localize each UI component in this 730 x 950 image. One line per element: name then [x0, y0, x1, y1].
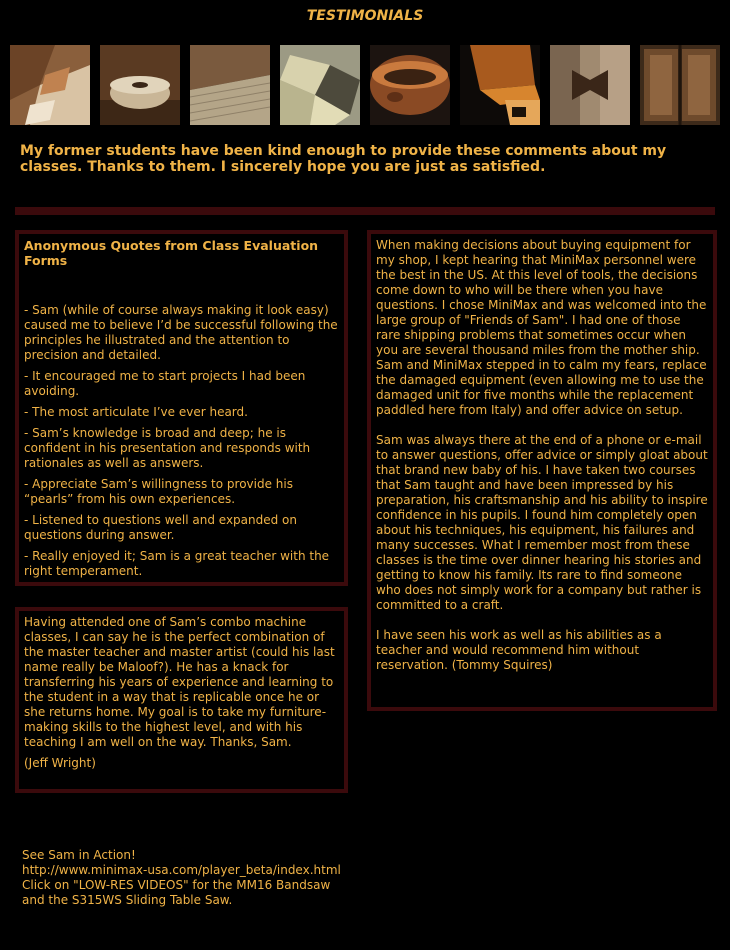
page-title: TESTIMONIALS — [306, 8, 424, 24]
footer-video-info — [22, 848, 362, 908]
testimonial-paragraph: When making decisions about buying equipment for my shop, I kept hearing that MiniMax personnel were the best in the US. At this level of tools, the decisions come down to who will be there when you have questions. I chose MiniMax and was welcomed into the large group of "Friends of Sam". I had one of those rare shipping problems that sometimes occur when you are several thousand miles from the mother ship. Sam and MiniMax stepped in to calm my fears, replace the damaged equipment (even allowing me to use the damaged unit for five months while the replacement paddled here from Italy) and offer advice on setup. — [376, 238, 707, 417]
quote-item: - Sam (while of course always making it look easy) caused me to believe I’d be successful following the principles he illustrated and the attention to precision and detailed. — [24, 303, 338, 362]
quote-item: - Listened to questions well and expanded on questions during answer. — [24, 513, 297, 542]
woven-seat-image[interactable] — [190, 45, 270, 125]
quote-item: - Really enjoyed it; Sam is a great teacher with the right temperament. — [24, 549, 330, 578]
testimonial-paragraph: I have seen his work as well as his abilities as a teacher and would recommend him without reservation. (Tommy Squires) — [376, 628, 662, 672]
butterfly-key-image[interactable] — [550, 45, 630, 125]
turned-bowl-image[interactable] — [100, 45, 180, 125]
anonymous-quotes-box — [15, 230, 348, 586]
thumbnail-strip — [10, 45, 720, 125]
intro-text: My former students have been kind enough to provide these comments about my classes. Thanks to them. I sincerely hope you are just as satisfied. — [20, 143, 667, 175]
quote-item: - The most articulate I’ve ever heard. — [24, 405, 248, 419]
testimonial-text: Having attended one of Sam’s combo machine classes, I can say he is the perfect combination of the master teacher and master artist (could his last name really be Maloof?). He has a knack for transferring his years of experience and learning to the student in a way that is replicable once he or she returns home. My goal is to take my furniture-making skills to the highest level, and with his teaching I am well on the way. Thanks, Sam. — [24, 615, 335, 749]
quote-item: - Sam’s knowledge is broad and deep; he is confident in his presentation and responds with rationales as well as answers. — [24, 426, 311, 470]
tommy-squires-testimonial — [367, 230, 717, 711]
footer-heading: See Sam in Action! — [22, 848, 136, 862]
video-link[interactable]: http://www.minimax-usa.com/player_beta/index.html — [22, 863, 341, 877]
testimonial-author: (Jeff Wright) — [24, 756, 96, 770]
footer-instruction: Click on "LOW-RES VIDEOS" for the MM16 Bandsaw — [22, 878, 331, 892]
dovetail-joint-image[interactable] — [10, 45, 90, 125]
twisted-joint-image[interactable] — [280, 45, 360, 125]
jeff-wright-testimonial — [15, 607, 348, 793]
quote-item: - Appreciate Sam’s willingness to provide his “pearls” from his own experiences. — [24, 477, 293, 506]
divider-bar — [15, 207, 715, 215]
testimonial-paragraph: Sam was always there at the end of a phone or e-mail to answer questions, offer advice or simply gloat about that brand new baby of his. I have taken two courses that Sam taught and have been impressed by his preparation, his craftsmanship and his ability to inspire confidence in his pupils. I found him completely open about his techniques, his equipment, his failures and many successes. What I remember most from these classes is the time over dinner hearing his stories and getting to know his family. Its rare to find someone who does not simply work for a company but rather is committed to a craft. — [376, 433, 708, 612]
footer-instruction: and the S315WS Sliding Table Saw. — [22, 893, 233, 907]
anonymous-quotes-heading: Anonymous Quotes from Class Evaluation Forms — [24, 238, 319, 268]
cabinet-doors-image[interactable] — [640, 45, 720, 125]
corner-joint-image[interactable] — [460, 45, 540, 125]
quote-item: - It encouraged me to start projects I had been avoiding. — [24, 369, 306, 398]
burl-bowl-image[interactable] — [370, 45, 450, 125]
